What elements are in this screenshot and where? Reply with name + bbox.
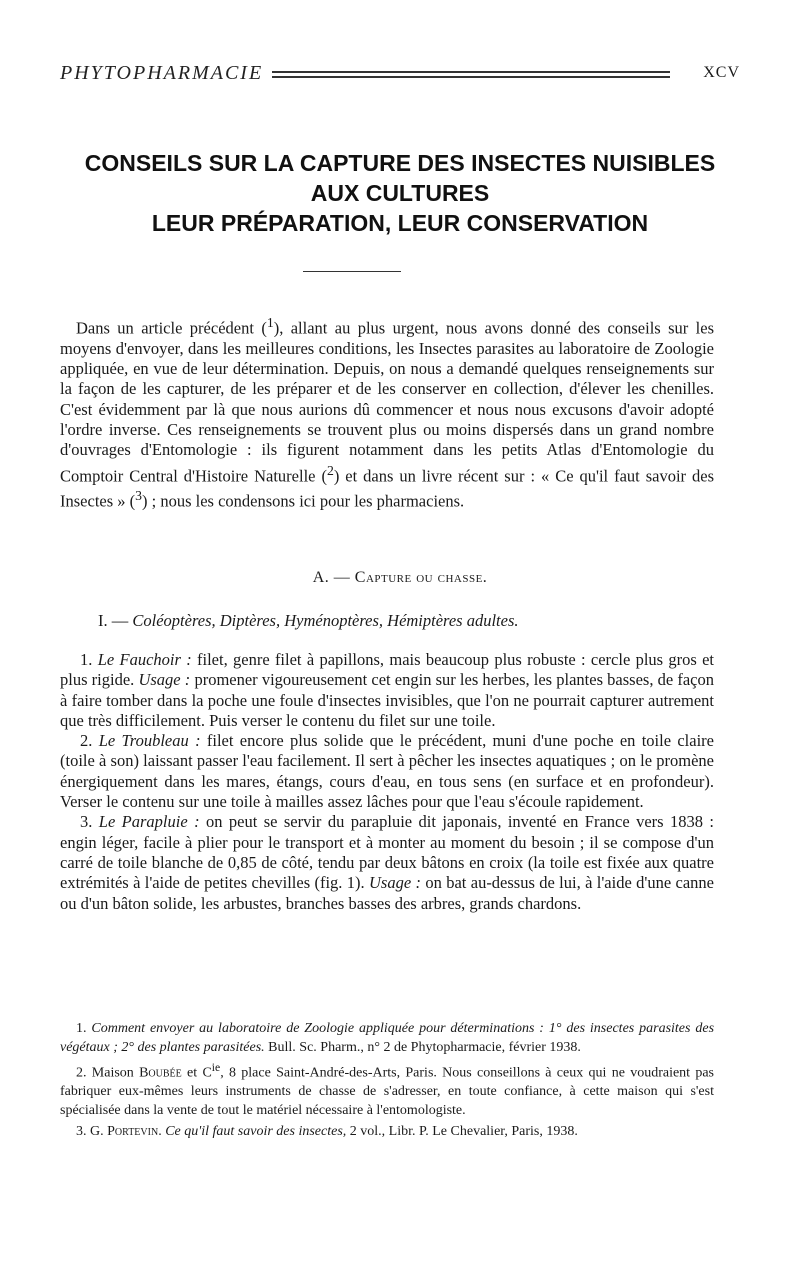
intro-text-3: ) et dans un livre récent sur : « Ce qu'il faut savoir des Insectes » (: [60, 466, 715, 511]
footnote-text: G.: [90, 1123, 108, 1139]
item-text: promener vigoureusement cet engin sur les herbes, les plantes basses, de façon à faire tomber dans la poche une foule d'insectes invisibles, que l'on ne pourrait capturer autrement que très difficilement. Puis verser le contenu du filet sur une toile.: [60, 670, 715, 730]
title-divider: [303, 271, 401, 272]
footnote-italic: Comment envoyer au laboratoire de Zoologie appliquée pour déterminations : 1° des insectes parasites des végétaux ; 2° des plantes parasitées.: [60, 1021, 715, 1055]
title-line-3: LEUR PRÉPARATION, LEUR CONSERVATION: [151, 210, 649, 236]
footnote-1: [60, 1020, 714, 1057]
item-usage-label: Usage :: [369, 873, 422, 893]
section-title: Capture ou chasse.: [354, 569, 488, 586]
footnote-text: et C: [181, 1065, 212, 1081]
footnote-superscript: ie: [211, 1061, 221, 1075]
footnote-text: 2 vol., Libr. P. Le Chevalier, Paris, 1938.: [346, 1123, 578, 1139]
footnote-number: 2.: [76, 1065, 92, 1081]
subsection-heading: [98, 611, 760, 631]
title-line-1: CONSEILS SUR LA CAPTURE DES INSECTES NUISIBLES: [84, 150, 716, 176]
intro-text-1: Dans un article précédent (: [76, 318, 267, 338]
running-header: [60, 56, 740, 86]
subsection-number: I. —: [98, 611, 133, 630]
intro-text-2: ), allant au plus urgent, nous avons donné des conseils sur les moyens d'envoyer, dans les meilleures conditions, les Insectes parasites au laboratoire de Zoologie appliquée, en vue de leur détermination. Depuis, on nous a demandé quelques renseignements sur la façon de les capturer, de les préparer et de les conserver en collection, d'élever les chenilles. C'est évidemment par là que nous aurions dû commencer et nous nous excusons d'avoir adopté l'ordre inverse. Ces renseignements se trouvent plus ou moins dispersés dans un grand nombre d'ouvrages d'Entomologie : ils figurent notamment dans les petits Atlas d'Entomologie du Comptoir Central d'Histoire Naturelle (: [60, 318, 714, 486]
footnote-3: [60, 1123, 714, 1142]
footnote-ref-2: 2: [326, 462, 334, 478]
item-name: Le Parapluie :: [98, 812, 200, 832]
footnote-text: , 8 place Saint-André-des-Arts, Paris. Nous conseillons à ceux qui ne voudraient pas fabriquer eux-mêmes leurs instruments de chasse de s'adresser, en toute confiance, à cette maison qui s'est spécialisée dans la vente de tout le matériel nécessaire à l'entomologiste.: [60, 1065, 715, 1119]
item-text: filet, genre filet à papillons, mais beaucoup plus robuste : cercle plus gros et plus rigide.: [60, 650, 715, 690]
intro-text-4: ) ; nous les condensons ici pour les pharmaciens.: [142, 491, 465, 511]
intro-section: [60, 313, 714, 512]
item-usage-label: Usage :: [138, 670, 191, 690]
intro-paragraph: [60, 313, 714, 512]
footnote-ref-1: 1: [266, 315, 274, 330]
footnote-number: 1.: [76, 1021, 92, 1036]
footnote-text: Bull. Sc. Pharm., n° 2 de Phytopharmacie, février 1938.: [264, 1039, 581, 1055]
item-name: Le Fauchoir :: [97, 650, 192, 669]
items-section: [60, 650, 714, 914]
footnotes: [60, 1020, 714, 1143]
footnote-name: Boubée: [139, 1065, 182, 1081]
section-label: A. —: [312, 569, 355, 586]
footnote-text: Maison: [91, 1065, 140, 1081]
article-title: [40, 148, 760, 238]
footnote-name: Portevin.: [107, 1123, 162, 1139]
item-number: 2.: [80, 731, 99, 751]
subsection-text: Coléoptères, Diptères, Hyménoptères, Hémiptères adultes.: [132, 611, 519, 630]
page-number: XCV: [703, 64, 740, 81]
item-number: 1.: [80, 650, 98, 669]
item-text: on bat au-dessus de lui, à l'aide d'une canne ou d'un bâton solide, les arbustes, branches basses des arbres, grands chardons.: [60, 873, 715, 913]
item-text: on peut se servir du parapluie dit japonais, inventé en France vers 1838 : engin léger, facile à plier pour le transport et à monter au moment du besoin ; il se compose d'un carré de toile blanche de 0,85 de côté, tendu par deux bâtons en croix (la toile est fixée aux quatre extrémités à l'aide de petites chevilles (fig. 1).: [60, 812, 714, 893]
footnote-italic: Ce qu'il faut savoir des insectes,: [161, 1123, 347, 1139]
item-name: Le Troubleau :: [98, 731, 201, 751]
footnote-ref-3: 3: [135, 488, 143, 504]
title-line-2: AUX CULTURES: [310, 180, 490, 206]
item-text: filet encore plus solide que le précédent, muni d'une poche en toile claire (toile à son) laissant passer l'eau facilement. Il sert à pêcher les insectes aquatiques ; on le promène énergiquement dans les mares, étangs, cours d'eau, en tous sens (en surface et en profondeur). Verser le contenu sur une toile à mailles assez lâches pour que l'eau s'écoule rapidement.: [60, 731, 714, 812]
footnote-2: [60, 1059, 714, 1120]
header-double-rule: [272, 71, 670, 78]
list-item: [60, 650, 714, 731]
list-item: [60, 812, 714, 913]
section-heading-a: [0, 569, 800, 587]
journal-title: PHYTOPHARMACIE: [60, 62, 264, 84]
item-number: 3.: [80, 812, 99, 832]
footnote-number: 3.: [76, 1123, 90, 1139]
list-item: [60, 731, 714, 812]
